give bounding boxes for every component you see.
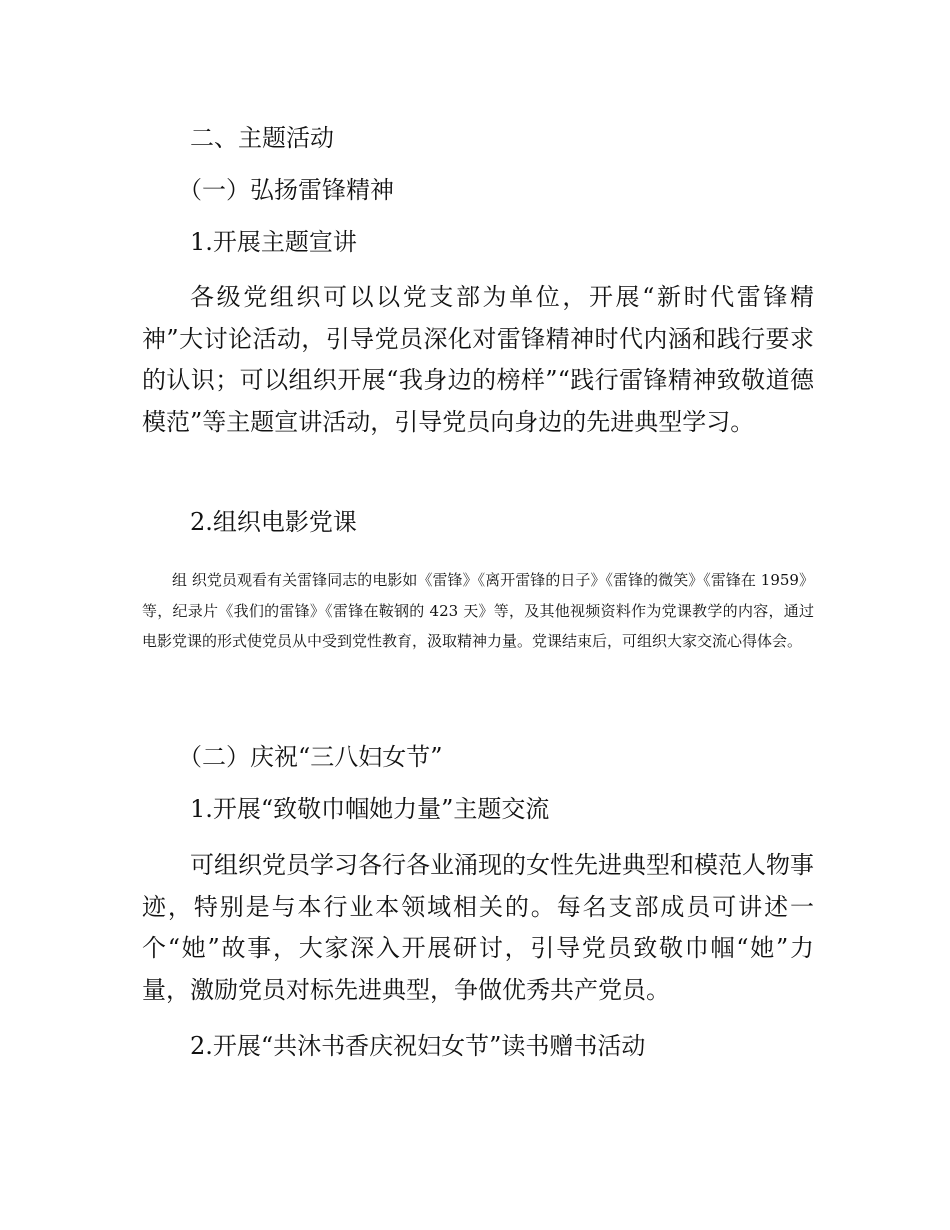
paragraph: 可组织党员学习各行各业涌现的女性先进典型和模范人物事迹，特别是与本行业本领域相关的。每名支部成员可讲述一个“她”故事，大家深入开展研讨，引导党员致敬巾帼“她”力量，激励党员对标先进典型，争做优秀共产党员。 xyxy=(142,851,814,1004)
item-title: 1.开展“致敬巾帼她力量”主题交流 xyxy=(190,795,550,823)
item-title: 2.开展“共沐书香庆祝妇女节”读书赠书活动 xyxy=(190,1032,646,1060)
paragraph-small: 组 织党员观看有关雷锋同志的电影如《雷锋》《离开雷锋的日子》《雷锋的微笑》《雷锋在 1959》等，纪录片《我们的雷锋》《雷锋在鞍钢的 423 天》等，及其他视频资料作为党课教学的内容，通过电影党课的形式使党员从中受到党性教育，汲取精神力量。党课结束后，可组织大家交流心得体会。 xyxy=(142,571,814,650)
item-title: 1.开展主题宣讲 xyxy=(190,228,357,256)
item-title: 2.组织电影党课 xyxy=(190,508,357,536)
subsection-title: （一）弘扬雷锋精神 xyxy=(178,176,394,204)
paragraph: 各级党组织可以以党支部为单位，开展“新时代雷锋精神”大讨论活动，引导党员深化对雷锋精神时代内涵和践行要求的认识；可以组织开展“我身边的榜样”“践行雷锋精神致敬道德模范”等主题宣讲活动，引导党员向身边的先进典型学习。 xyxy=(142,283,814,436)
subsection-title: （二）庆祝“三八妇女节” xyxy=(178,743,443,771)
section-heading: 二、主题活动 xyxy=(190,124,334,152)
